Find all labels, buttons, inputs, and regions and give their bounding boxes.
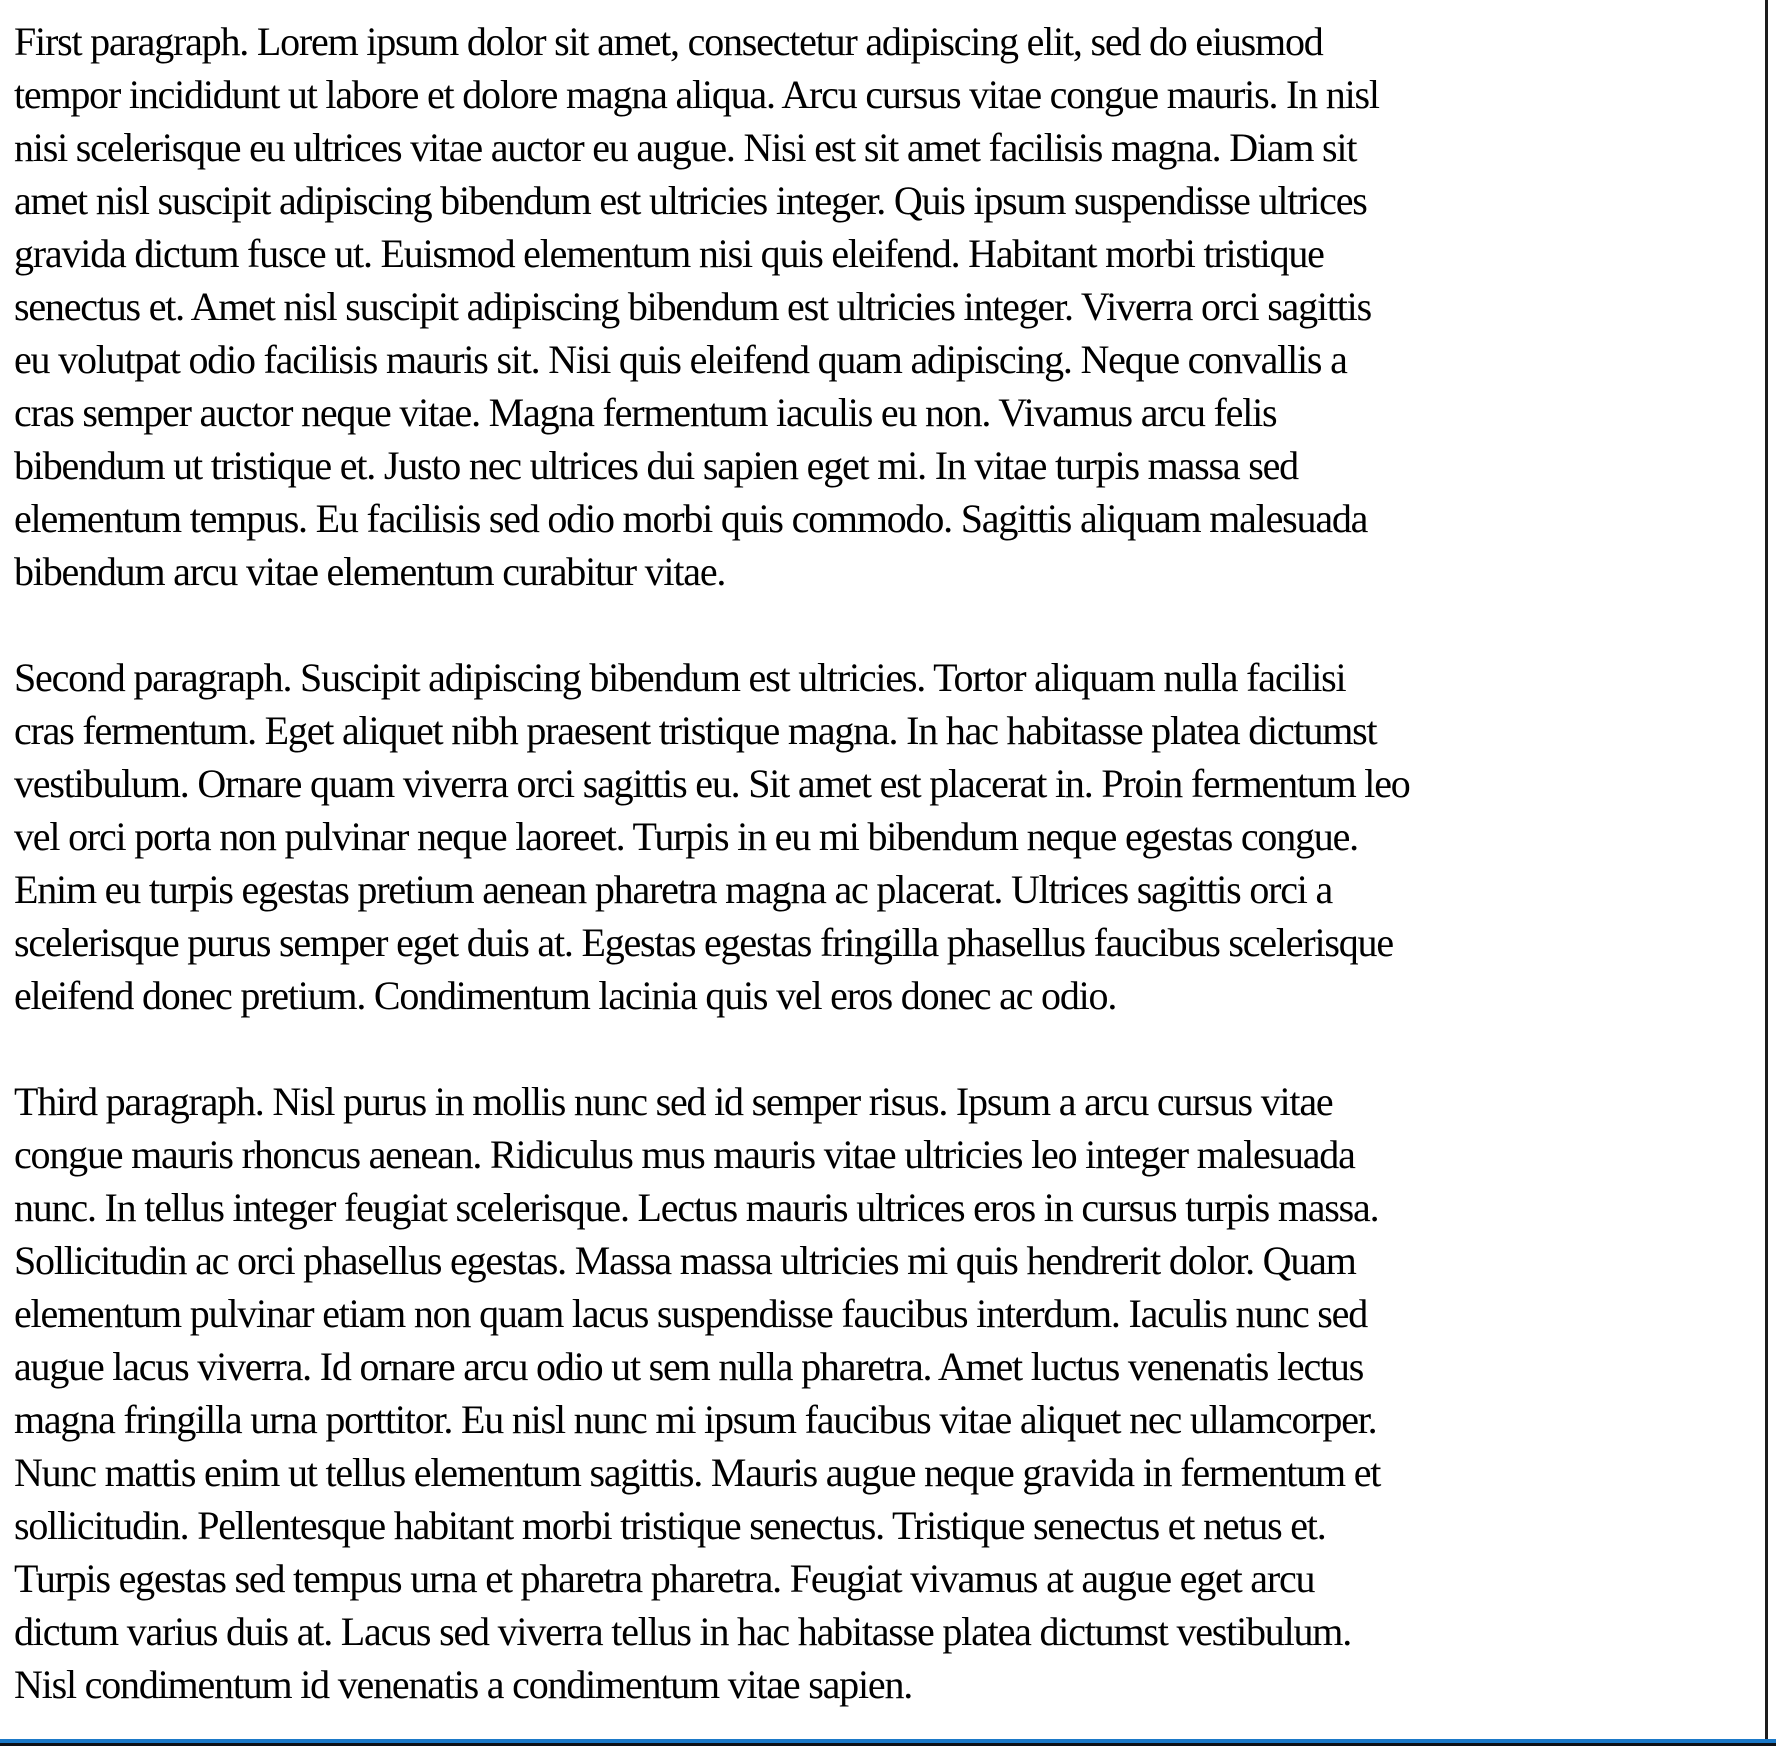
window-right-border [1765,0,1768,1746]
paragraph-second: Second paragraph. Suscipit adipiscing bibendum est ultricies. Tortor aliquam nulla facilisi cras fermentum. Eget aliquet nibh praesent tristique magna. In hac habitasse platea dictumst vestibulum. Ornare quam viverra orci sagittis eu. Sit amet est placerat in. Proin fermentum leo vel orci porta non pulvinar neque laoreet. Turpis in eu mi bibendum neque egestas congue. Enim eu turpis egestas pretium aenean pharetra magna ac placerat. Ultrices sagittis orci a scelerisque purus semper eget duis at. Egestas egestas fringilla phasellus faucibus scelerisque eleifend donec pretium. Condimentum lacinia quis vel eros donec ac odio. [14,655,1410,1018]
paragraph-third: Third paragraph. Nisl purus in mollis nunc sed id semper risus. Ipsum a arcu cursus vitae congue mauris rhoncus aenean. Ridiculus mus mauris vitae ultricies leo integer malesuada nunc. In tellus integer feugiat scelerisque. Lectus mauris ultrices eros in cursus turpis massa. Sollicitudin ac orci phasellus egestas. Massa massa ultricies mi quis hendrerit dolor. Quam elementum pulvinar etiam non quam lacus suspendisse faucibus interdum. Iaculis nunc sed augue lacus viverra. Id ornare arcu odio ut sem nulla pharetra. Amet luctus venenatis lectus magna fringilla urna porttitor. Eu nisl nunc mi ipsum faucibus vitae aliquet nec ullamcorper. Nunc mattis enim ut tellus elementum sagittis. Mauris augue neque gravida in fermentum et sollicitudin. Pellentesque habitant morbi tristique senectus. Tristique senectus et netus et. Turpis egestas sed tempus urna et pharetra pharetra. Feugiat vivamus at augue eget arcu dictum varius duis at. Lacus sed viverra tellus in hac habitasse platea dictumst vestibulum. Nisl condimentum id venenatis a condimentum vitae sapien. [14,1079,1381,1707]
paragraph-first: First paragraph. Lorem ipsum dolor sit amet, consectetur adipiscing elit, sed do eiusmod tempor incididunt ut labore et dolore magna aliqua. Arcu cursus vitae congue mauris. In nisl nisi scelerisque eu ultrices vitae auctor eu augue. Nisi est sit amet facilisis magna. Diam sit amet nisl suscipit adipiscing bibendum est ultricies integer. Quis ipsum suspendisse ultrices gravida dictum fusce ut. Euismod elementum nisi quis eleifend. Habitant morbi tristique senectus et. Amet nisl suscipit adipiscing bibendum est ultricies integer. Viverra orci sagittis eu volutpat odio facilisis mauris sit. Nisi quis eleifend quam adipiscing. Neque convallis a cras semper auctor neque vitae. Magna fermentum iaculis eu non. Vivamus arcu felis bibendum ut tristique et. Justo nec ultrices dui sapien eget mi. In vitae turpis massa sed elementum tempus. Eu facilisis sed odio morbi quis commodo. Sagittis aliquam malesuada bibendum arcu vitae elementum curabitur vitae. [14,19,1379,594]
